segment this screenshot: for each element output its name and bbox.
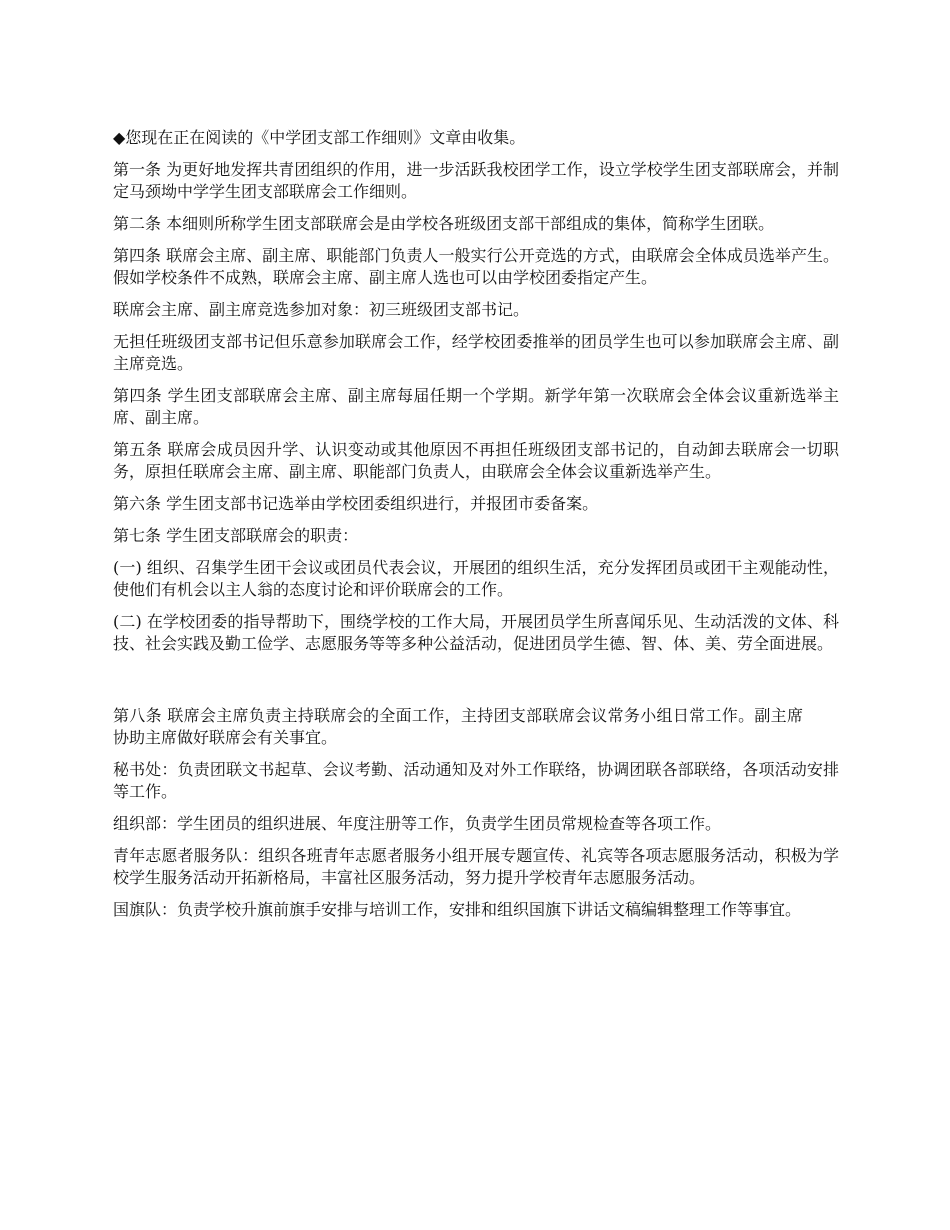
article-6-paragraph: 第六条 学生团支部书记选举由学校团委组织进行，并报团市委备案。	[113, 494, 599, 513]
organization-dept-paragraph: 组织部：学生团员的组织进展、年度注册等工作，负责学生团员常规检查等各项工作。	[113, 814, 722, 833]
election-eligibility-paragraph: 联席会主席、副主席竞选参加对象：初三班级团支部书记。	[113, 300, 530, 319]
article-4-election-paragraph: 第四条 联席会主席、副主席、职能部门负责人一般实行公开竞选的方式，由联席会全体成员选举产生。假如学校条件不成熟，联席会主席、副主席人选也可以由学校团委指定产生。	[113, 246, 839, 287]
intro-paragraph: ◆您现在正在阅读的《中学团支部工作细则》文章由收集。	[113, 128, 526, 147]
article-8-paragraph: 第八条 联席会主席负责主持联席会的全面工作，主持团支部联席会议常务小组日常工作。副主席协助主席做好联席会有关事宜。	[113, 706, 803, 747]
document-page	[113, 127, 839, 931]
volunteer-team-paragraph: 青年志愿者服务队：组织各班青年志愿者服务小组开展专题宣传、礼宾等各项志愿服务活动，积极为学校学生服务活动开拓新格局，丰富社区服务活动，努力提升学校青年志愿服务活动。	[113, 846, 839, 887]
article-7-paragraph: 第七条 学生团支部联席会的职责：	[113, 526, 359, 545]
flag-team-paragraph: 国旗队：负责学校升旗前旗手安排与培训工作，安排和组织国旗下讲话文稿编辑整理工作等事宜。	[113, 900, 802, 919]
article-1-paragraph: 第一条 为更好地发挥共青团组织的作用，进一步活跃我校团学工作，设立学校学生团支部联席会，并制定马颈坳中学学生团支部联席会工作细则。	[113, 160, 839, 201]
article-2-paragraph: 第二条 本细则所称学生团支部联席会是由学校各班级团支部干部组成的集体，简称学生团联。	[113, 214, 775, 233]
article-5-paragraph: 第五条 联席会成员因升学、认识变动或其他原因不再担任班级团支部书记的，自动卸去联席会一切职务，原担任联席会主席、副主席、职能部门负责人，由联席会全体会议重新选举产生。	[113, 440, 839, 481]
section-spacer	[113, 665, 839, 705]
article-4-term-paragraph: 第四条 学生团支部联席会主席、副主席每届任期一个学期。新学年第一次联席会全体会议重新选举主席、副主席。	[113, 386, 839, 427]
duty-2-paragraph: (二) 在学校团委的指导帮助下，围绕学校的工作大局，开展团员学生所喜闻乐见、生动活泼的文体、科技、社会实践及勤工俭学、志愿服务等等多种公益活动，促进团员学生德、智、体、美、劳全面进展。	[113, 612, 839, 653]
election-nomination-paragraph: 无担任班级团支部书记但乐意参加联席会工作，经学校团委推举的团员学生也可以参加联席会主席、副主席竞选。	[113, 332, 839, 373]
duty-1-paragraph: (一) 组织、召集学生团干会议或团员代表会议，开展团的组织生活，充分发挥团员或团干主观能动性，使他们有机会以主人翁的态度讨论和评价联席会的工作。	[113, 558, 839, 599]
secretariat-paragraph: 秘书处：负责团联文书起草、会议考勤、活动通知及对外工作联络，协调团联各部联络，各项活动安排等工作。	[113, 760, 839, 801]
